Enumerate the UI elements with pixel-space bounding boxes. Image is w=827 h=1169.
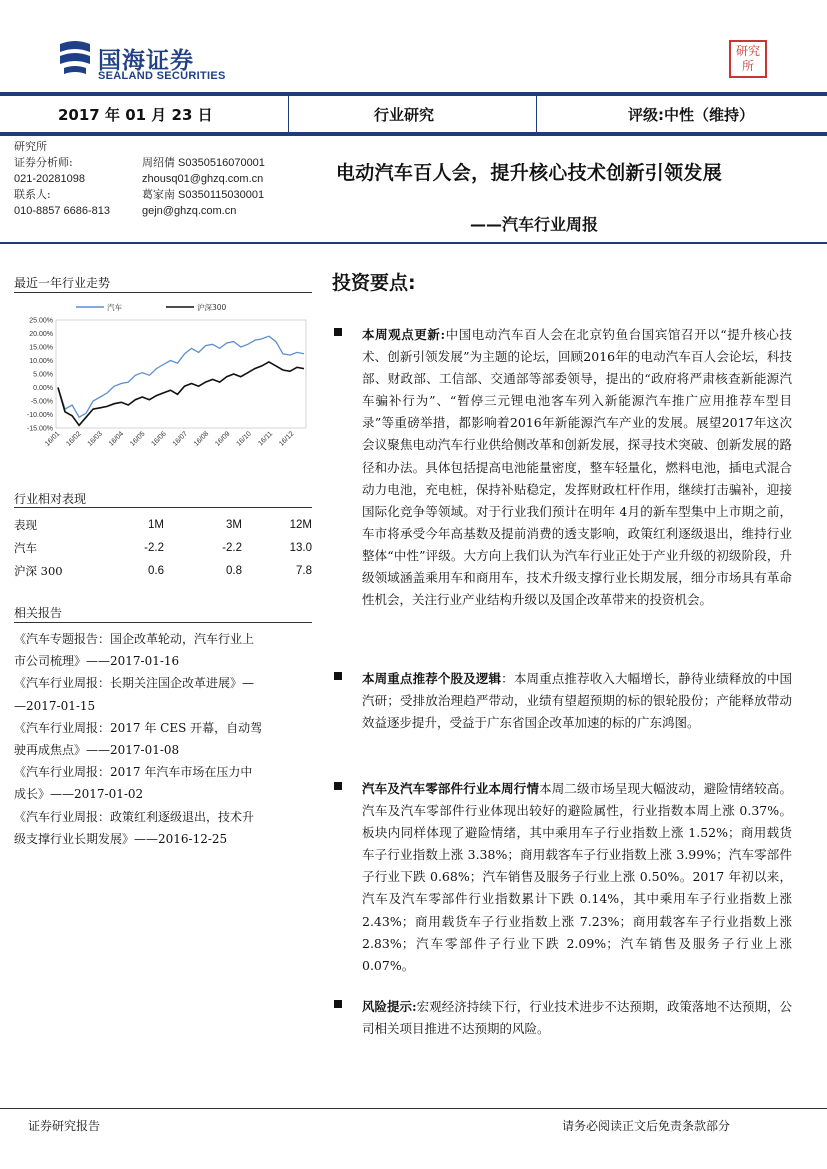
list-item[interactable]: 《汽车行业周报：2017 年汽车市场在压力中	[14, 765, 253, 780]
series-line	[58, 336, 304, 417]
list-item[interactable]: 市公司梳理》——2017-01-16	[14, 654, 180, 669]
point-item	[340, 778, 792, 977]
x-tick-label: 16/05	[129, 430, 147, 448]
x-tick-label: 16/04	[107, 430, 126, 448]
table-cell: 沪深 300	[14, 563, 63, 578]
table-cell: 7.8	[296, 564, 312, 577]
analyst-value: 周绍倩 S0350516070001	[142, 157, 265, 169]
list-item[interactable]: 《汽车专题报告：国企改革轮动，汽车行业上	[14, 632, 255, 646]
header-rule	[0, 242, 827, 244]
y-tick-label: 10.00%	[29, 358, 53, 365]
table-row	[14, 513, 312, 536]
point-head: 风险提示:	[362, 999, 417, 1014]
logo-english-name: SEALAND SECURITIES	[98, 70, 226, 82]
analyst-label: 证券分析师:	[14, 156, 73, 169]
x-tick-label: 16/02	[65, 430, 83, 448]
table-row	[14, 536, 312, 559]
list-item[interactable]: —2017-01-15	[14, 698, 96, 713]
analyst-email: gejn@ghzq.com.cn	[142, 205, 237, 217]
y-tick-label: 20.00%	[29, 331, 53, 338]
x-tick-label: 16/12	[278, 430, 296, 448]
list-item[interactable]: 《汽车行业周报：政策红利逐级退出，技术升	[14, 809, 255, 824]
report-subhead: ——汽车行业周报	[470, 215, 599, 234]
point-body: 本周二级市场呈现大幅波动，避险情绪较高。汽车及汽车零部件行业体现出较好的避险属性，行业指数本周上涨 0.37%。板块内同样体现了避险情绪，其中乘用车子行业指数上涨 1.52%；商用载货车子行业指数上涨 3.38%；商用载客车子行业指数上涨 3.99%；汽车零部件子行业下跌 0.68%；汽车销售及服务子行业上涨 0.50%。2017 年初以来，汽车及汽车零部件行业指数累计下跌 0.14%，其中乘用车子行业指数上涨 2.43%；商用载货车子行业指数上涨 7.23%；商用载客车子行业指数上涨 2.83%；汽车零部件子行业下跌 2.09%；汽车销售及服务子行业上涨 0.07%。	[362, 781, 792, 973]
point-body: ：本周重点推荐收入大幅增长，静待业绩释放的中国汽研；受排放治理趋严带动，业绩有望超预期的标的银轮股份；产能释放带动效益逐步提升，受益于广东省国企改革加速的标的广东鸿图。	[362, 671, 792, 731]
report-headline: 电动汽车百人会，提升核心技术创新引领发展	[336, 162, 723, 184]
related-reports-list	[14, 628, 314, 850]
y-tick-label: -5.00%	[30, 398, 53, 406]
analyst-label: 021-20281098	[14, 173, 85, 185]
table-cell: 0.6	[148, 564, 164, 577]
research-institute-seal: 研究所	[729, 40, 767, 78]
x-tick-label: 16/10	[235, 430, 253, 448]
section-rule	[14, 292, 312, 293]
header-divider	[288, 96, 289, 132]
y-tick-label: 0.00%	[33, 385, 53, 392]
y-tick-label: 15.00%	[29, 344, 53, 352]
section-rule	[14, 507, 312, 508]
table-header-cell: 1M	[148, 518, 164, 531]
table-header-cell: 3M	[226, 518, 242, 531]
table-row	[14, 559, 312, 582]
bullet-icon	[334, 672, 342, 680]
list-item[interactable]: 驶再成焦点》——2017-01-08	[14, 743, 180, 758]
table-header-cell: 表现	[14, 517, 37, 532]
report-date: 2017 年 01 月 23 日	[58, 105, 213, 124]
point-item	[340, 668, 792, 734]
table-header-cell: 12M	[289, 518, 312, 531]
x-tick-label: 16/08	[192, 430, 211, 448]
trend-section-title: 最近一年行业走势	[14, 276, 111, 290]
footer-left-text: 证券研究报告	[28, 1119, 101, 1133]
list-item[interactable]: 《汽车行业周报：长期关注国企改革进展》—	[14, 676, 255, 691]
analyst-label: 010-8857 6686-813	[14, 205, 111, 217]
table-cell: -2.2	[222, 541, 242, 554]
x-tick-label: 16/07	[171, 430, 190, 448]
footer-right-text: 请务必阅读正文后免责条款部分	[562, 1119, 731, 1133]
list-item[interactable]: 《汽车行业周报：2017 年 CES 开幕，自动驾	[14, 720, 263, 735]
section-rule	[14, 622, 312, 623]
header-bar	[0, 92, 827, 136]
bullet-icon	[334, 782, 342, 790]
analyst-email: zhousq01@ghzq.com.cn	[142, 173, 264, 185]
investment-points-title: 投资要点:	[332, 272, 416, 294]
y-tick-label: 5.00%	[33, 371, 53, 379]
industry-trend-chart	[14, 298, 314, 468]
sealand-logo-icon	[58, 40, 92, 76]
report-type: 行业研究	[374, 105, 435, 124]
analyst-section-label: 研究所	[14, 140, 47, 153]
logo-chinese-name: 国海证券	[98, 48, 194, 74]
bullet-icon	[334, 328, 342, 336]
list-item[interactable]: 级支撑行业长期发展》——2016-12-25	[14, 831, 228, 846]
y-tick-label: -15.00%	[26, 425, 53, 433]
performance-title: 行业相对表现	[14, 492, 87, 506]
x-tick-label: 16/11	[257, 430, 275, 448]
table-cell: 0.8	[226, 564, 242, 577]
table-cell: -2.2	[144, 541, 164, 554]
table-cell: 13.0	[289, 541, 312, 554]
table-cell: 汽车	[14, 540, 37, 555]
performance-table	[14, 513, 312, 582]
y-tick-label: -10.00%	[26, 412, 53, 419]
analyst-label: 联系人:	[14, 188, 51, 201]
related-title: 相关报告	[14, 606, 63, 620]
point-item	[340, 996, 792, 1040]
point-body: 宏观经济持续下行，行业技术进步不达预期，政策落地不达预期，公司相关项目推进不达预期的风险。	[362, 999, 792, 1037]
point-item	[340, 324, 792, 611]
analyst-info	[14, 139, 332, 219]
rating: 评级:中性（维持）	[628, 105, 754, 124]
list-item[interactable]: 成长》——2017-01-02	[14, 787, 144, 802]
point-head: 汽车及汽车零部件行业本周行情	[362, 781, 540, 796]
point-head: 本周观点更新:	[362, 327, 446, 342]
series-line	[58, 362, 304, 425]
x-tick-label: 16/06	[150, 430, 168, 448]
point-head: 本周重点推荐个股及逻辑	[362, 671, 502, 686]
header-divider	[536, 96, 537, 132]
analyst-value: 葛家南 S0350115030001	[142, 189, 265, 201]
bullet-icon	[334, 1000, 342, 1008]
legend-label: 沪深300	[197, 303, 227, 312]
x-tick-label: 16/03	[86, 430, 104, 448]
point-body: 中国电动汽车百人会在北京钓鱼台国宾馆召开以“提升核心技术、创新引领发展”为主题的论坛，回顾2016年的电动汽车百人会论坛，科技部、财政部、工信部、交通部等部委领导，提出的“政府将严肃核查新能源汽车骗补行为”、“暂停三元锂电池客车列入新能源汽车推广应用推荐车型目录”等重磅举措，都影响着2016年新能源汽车产业的发展。展望2017年这次会议聚焦电动汽车行业供给侧改革和创新发展，探寻技术突破、创新发展的路径和办法。具体包括提高电池能量密度，整车轻量化，燃料电池，插电式混合动力电池，充电桩，保持补贴稳定，发挥财政杠杆作用，继续打击骗补，迎接国际化竞争等领域。对于行业我们预计在明年 4月的新车型集中上市期之前，车市将承受今年高基数及提前消费的透支影响，政策红利逐级退出，维持行业整体“中性”评级。大方向上我们认为汽车行业正处于产业升级的初级阶段，升级领域涵盖乘用车和商用车，技术升级支撑行业长期发展，细分市场具有革命性机会，关注行业产业结构升级以及国企改革带来的投资机会。	[362, 327, 792, 608]
y-tick-label: 25.00%	[29, 317, 53, 325]
x-tick-label: 16/01	[44, 430, 62, 448]
footer-rule	[0, 1108, 827, 1109]
x-tick-label: 16/09	[214, 430, 232, 448]
legend-label: 汽车	[107, 303, 122, 312]
